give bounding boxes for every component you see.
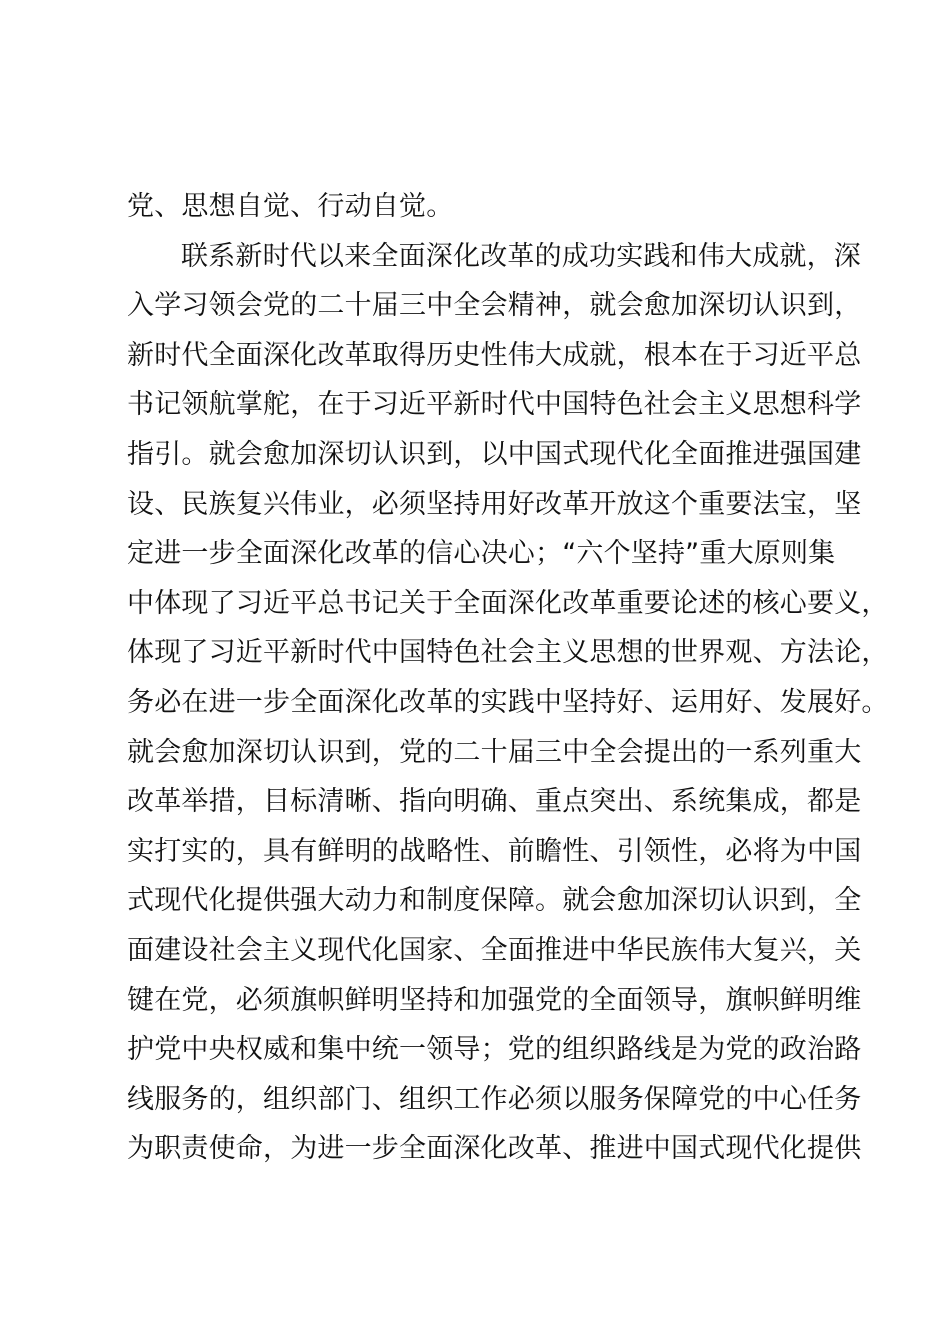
text-line: 实打实的，具有鲜明的战略性、前瞻性、引领性，必将为中国 (127, 835, 862, 867)
text-line: 指引。就会愈加深切认识到，以中国式现代化全面推进强国建 (127, 438, 862, 470)
text-line: 定进一步全面深化改革的信心决心；“六个坚持”重大原则集 (127, 538, 836, 570)
text-line: 党、思想自觉、行动自觉。 (127, 191, 454, 222)
body-text (127, 182, 889, 1174)
paragraph-first-line: 联系新时代以来全面深化改革的成功实践和伟大成就，深 (181, 240, 861, 272)
text-line: 式现代化提供强大动力和制度保障。就会愈加深切认识到，全 (127, 885, 862, 917)
text-line: 中体现了习近平总书记关于全面深化改革重要论述的核心要义， (127, 587, 889, 619)
text-line: 就会愈加深切认识到，党的二十届三中全会提出的一系列重大 (127, 736, 862, 768)
text-line: 入学习领会党的二十届三中全会精神，就会愈加深切认识到， (127, 290, 862, 322)
text-line: 书记领航掌舵，在于习近平新时代中国特色社会主义思想科学 (127, 389, 862, 421)
text-line: 设、民族复兴伟业，必须坚持用好改革开放这个重要法宝，坚 (127, 488, 862, 520)
text-line: 体现了习近平新时代中国特色社会主义思想的世界观、方法论， (127, 637, 889, 669)
text-line: 面建设社会主义现代化国家、全面推进中华民族伟大复兴，关 (127, 934, 862, 966)
text-line: 护党中央权威和集中统一领导；党的组织路线是为党的政治路 (127, 1034, 862, 1066)
text-line: 改革举措，目标清晰、指向明确、重点突出、系统集成，都是 (127, 786, 862, 818)
text-line: 务必在进一步全面深化改革的实践中坚持好、运用好、发展好。 (127, 686, 889, 718)
text-line: 键在党，必须旗帜鲜明坚持和加强党的全面领导，旗帜鲜明维 (127, 984, 862, 1016)
text-line: 为职责使命，为进一步全面深化改革、推进中国式现代化提供 (127, 1133, 862, 1165)
text-line: 新时代全面深化改革取得历史性伟大成就，根本在于习近平总 (127, 339, 862, 371)
text-line: 线服务的，组织部门、组织工作必须以服务保障党的中心任务 (127, 1083, 862, 1115)
